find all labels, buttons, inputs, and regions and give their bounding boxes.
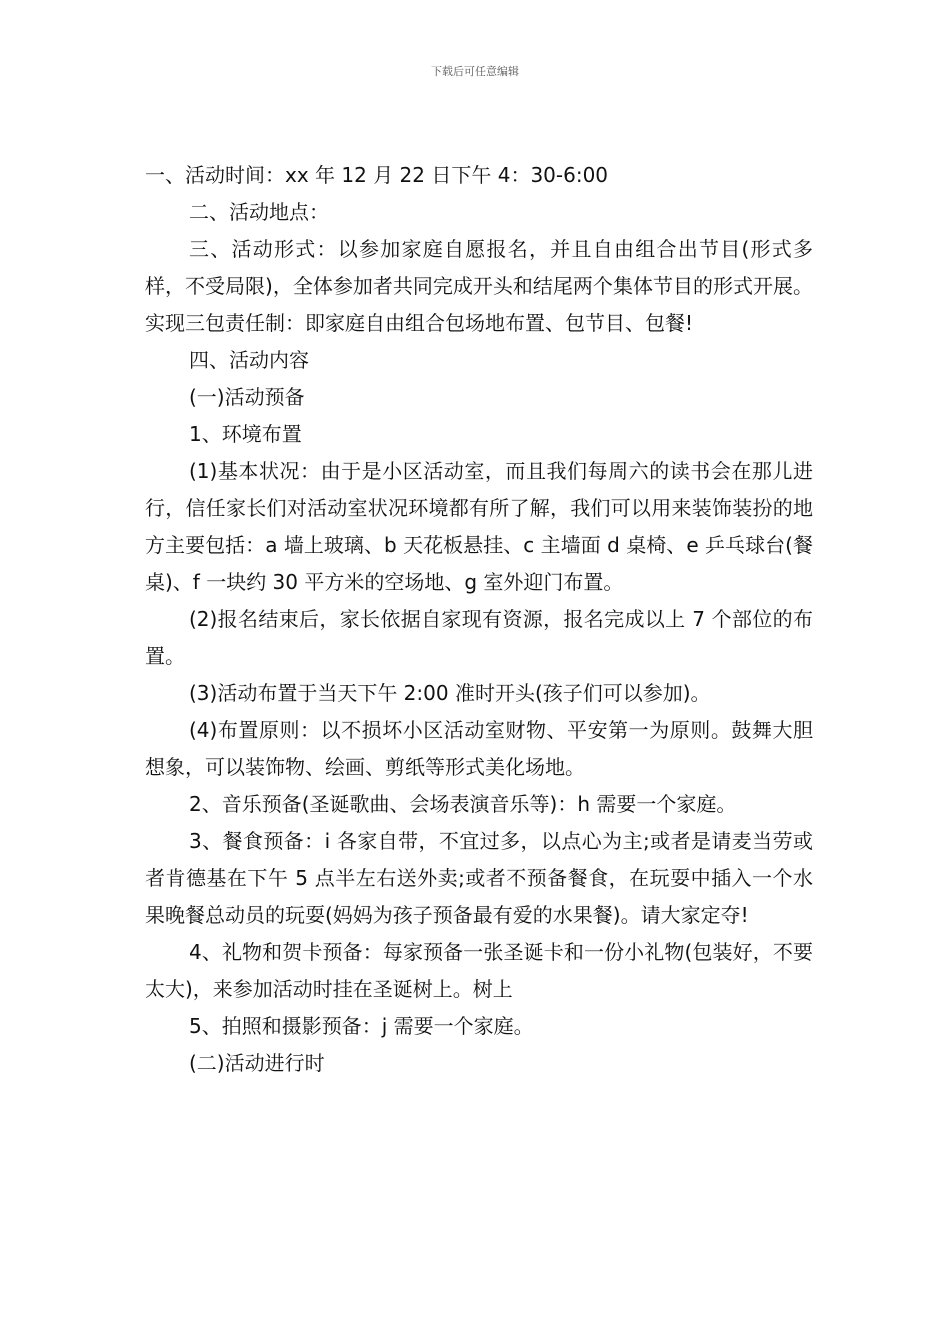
paragraph-gifts: 4、礼物和贺卡预备：每家预备一张圣诞卡和一份小礼物(包装好，不要太大)，来参加活动时挂在圣诞树上。树上 xyxy=(145,940,813,1001)
page-header: 下载后可任意编辑 xyxy=(431,65,519,78)
paragraph-music: 2、音乐预备(圣诞歌曲、会场表演音乐等)：h 需要一个家庭。 xyxy=(189,792,737,816)
paragraph-setup-principle: (4)布置原则：以不损坏小区活动室财物、平安第一为原则。鼓舞大胆想象，可以装饰物、绘画、剪纸等形式美化场地。 xyxy=(145,718,813,779)
paragraph-basic-situation: (1)基本状况：由于是小区活动室，而且我们每周六的读书会在那儿进行，信任家长们对活动室状况环境都有所了解，我们可以用来装饰装扮的地方主要包括：a 墙上玻璃、b 天花板悬挂、c 主墙面 d 桌椅、e 乒乓球台(餐桌)、f 一块约 30 平方米的空场地、g 室外迎门布置。 xyxy=(145,459,813,594)
document-body xyxy=(145,157,813,1082)
paragraph-registration: (2)报名结束后，家长依据自家现有资源，报名完成以上 7 个部位的布置。 xyxy=(145,607,813,668)
paragraph-activity-location: 二、活动地点： xyxy=(189,200,329,224)
paragraph-photo: 5、拍照和摄影预备：j 需要一个家庭。 xyxy=(189,1014,534,1038)
paragraph-activity-content-heading: 四、活动内容 xyxy=(189,348,309,372)
paragraph-food: 3、餐食预备：i 各家自带，不宜过多，以点心为主;或者是请麦当劳或者肯德基在下午 5 点半左右送外卖;或者不预备餐食，在玩耍中插入一个水果晚餐总动员的玩耍(妈妈为孩子预备最有爱的水果餐)。请大家定夺! xyxy=(145,829,813,927)
paragraph-preparation-heading: (一)活动预备 xyxy=(189,385,305,409)
paragraph-setup-time: (3)活动布置于当天下午 2:00 准时开头(孩子们可以参加)。 xyxy=(189,681,711,705)
paragraph-environment-heading: 1、环境布置 xyxy=(189,422,302,446)
paragraph-in-progress-heading: (二)活动进行时 xyxy=(189,1051,325,1075)
paragraph-activity-form: 三、活动形式：以参加家庭自愿报名，并且自由组合出节目(形式多样，不受局限)，全体参加者共同完成开头和结尾两个集体节目的形式开展。实现三包责任制：即家庭自由组合包场地布置、包节目、包餐! xyxy=(145,237,813,335)
paragraph-activity-time: 一、活动时间：xx 年 12 月 22 日下午 4：30-6:00 xyxy=(145,163,609,187)
